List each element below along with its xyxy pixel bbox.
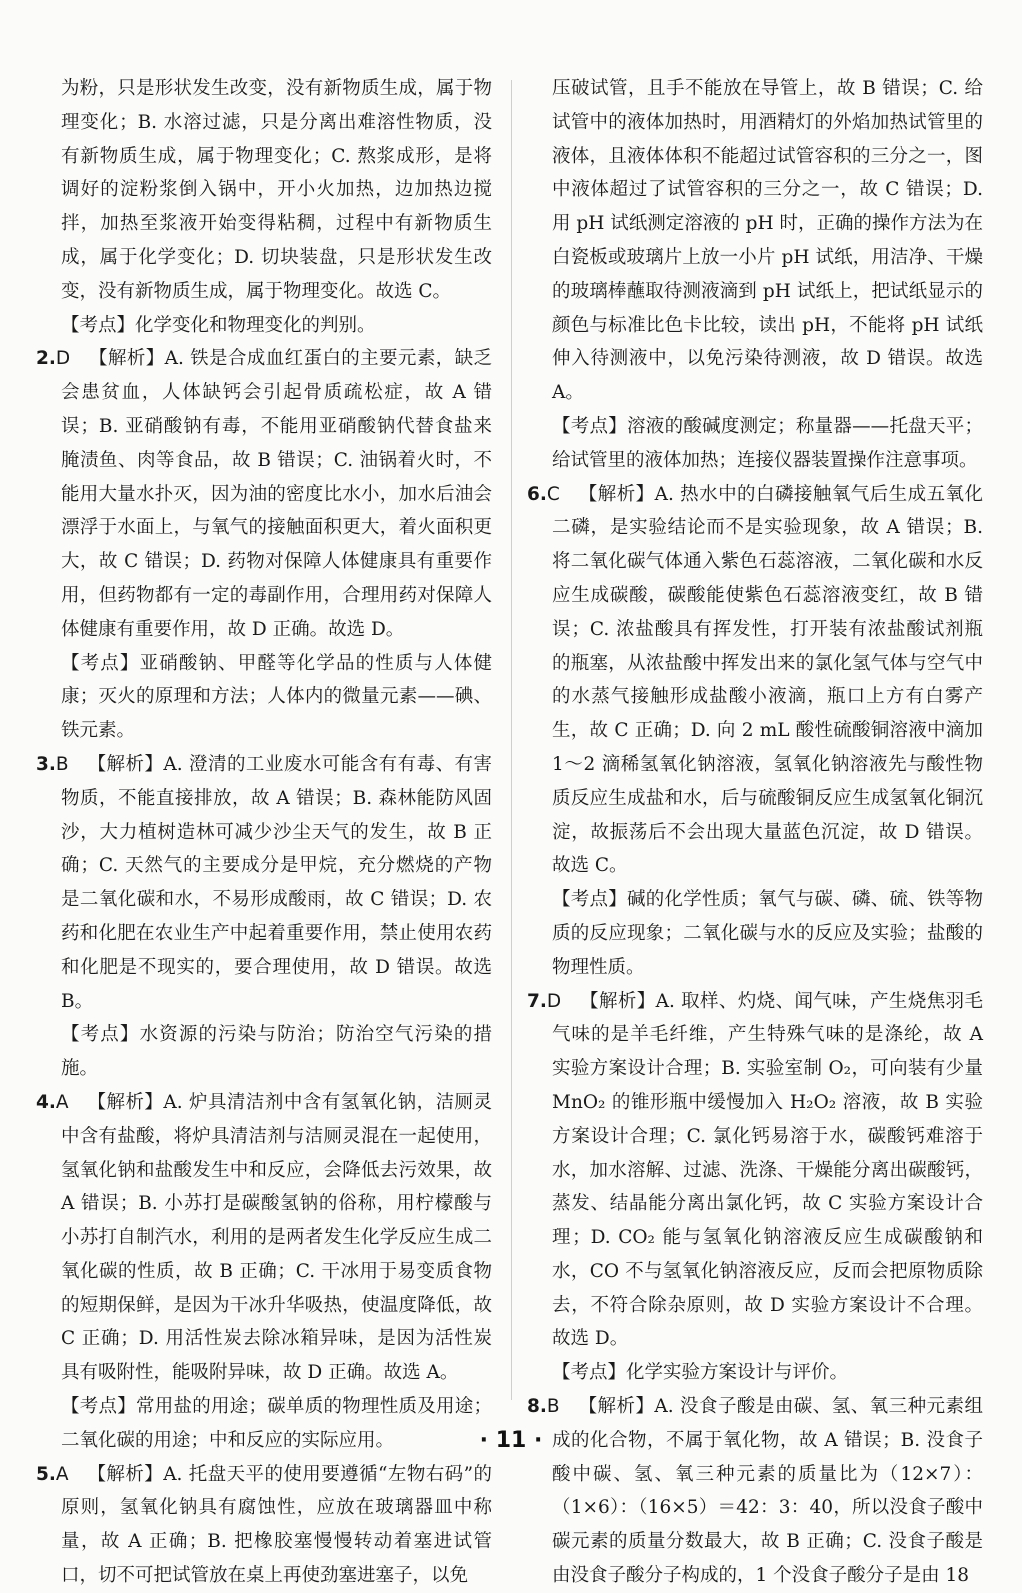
key-point: 【考点】亚硝酸钠、甲醛等化学品的性质与人体健康；灭火的原理和方法；人体内的微量元素——碘、铁元素。: [61, 652, 492, 742]
continued-paragraph: 为粉，只是形状发生改变，没有新物质生成，属于物理变化；B. 水溶过滤，只是分离出难溶性物质，没有新物质生成，属于物理变化；C. 熬浆成形，是将调好的淀粉浆倒入锅中，开小火加热，边加热边搅拌，加热至浆液开始变得粘稠，过程中有新物质生成，属于化学变化；D. 切块装盘，只是形状发生改变，没有新物质生成，属于物理变化。故选 C。: [61, 78, 492, 302]
question-explanation: [527, 478, 983, 884]
continued-paragraph: 压破试管，且手不能放在导管上，故 B 错误；C. 给试管中的液体加热时，用酒精灯的外焰加热试管里的液体，且液体体积不能超过试管容积的三分之一，图中液体超过了试管容积的三分之一，故 C 错误；D. 用 pH 试纸测定溶液的 pH 时，正确的操作方法为在白瓷板或玻璃片上放一小片 pH 试纸，用洁净、干燥的玻璃棒蘸取待测液滴到 pH 试纸上，把试纸显示的颜色与标准比色卡比较，读出 pH，不能将 pH 试纸伸入待测液中，以免污染待测液，故 D 错误。故选 A。: [552, 78, 983, 404]
answer-letter: B: [546, 1396, 560, 1418]
question-number: 6.: [527, 483, 547, 505]
key-point: 【考点】化学变化和物理变化的判别。: [61, 314, 376, 336]
explanation-text: 【解析】A. 澄清的工业废水可能含有有毒、有害物质，不能直接排放，故 A 错误；B. 森林能防风固沙，大力植树造林可减少沙尘天气的发生，故 B 正确；C. 天然气的主要成分是甲烷，充分燃烧的产物是二氧化碳和水，不易形成酸雨，故 C 错误；D. 农药和化肥在农业生产中起着重要作用，禁止使用农药和化肥是不现实的，要合理使用，故 D 错误。故选 B。: [61, 753, 492, 1012]
question-number: 8.: [527, 1396, 547, 1418]
question-number: 7.: [527, 990, 547, 1012]
explanation-text: 【解析】A. 取样、灼烧、闻气味，产生烧焦羽毛气味的是羊毛纤维，产生特殊气味的是涤纶，故 A 实验方案设计合理；B. 实验室制 O₂，可向装有少量 MnO₂ 的锥形瓶中缓慢加入 H₂O₂ 溶液，故 B 实验方案设计合理；C. 氯化钙易溶于水，碳酸钙难溶于水，加水溶解、过滤、洗涤、干燥能分离出碳酸钙，蒸发、结晶能分离出氯化钙，故 C 实验方案设计合理；D. CO₂ 能与氢氧化钠溶液反应生成碳酸钠和水，CO 不与氢氧化钠溶液反应，反而会把原物质除去，不符合除杂原则，故 D 实验方案设计不合理。故选 D。: [552, 990, 983, 1350]
page-number: · 11 ·: [479, 1428, 543, 1453]
key-point: 【考点】碱的化学性质；氧气与碳、磷、硫、铁等物质的反应现象；二氧化碳与水的反应及实验；盐酸的物理性质。: [552, 889, 983, 978]
key-point: 【考点】常用盐的用途；碳单质的物理性质及用途；二氧化碳的用途；中和反应的实际应用。: [61, 1396, 492, 1451]
question-explanation: [527, 985, 983, 1357]
column-divider: [511, 80, 512, 1400]
question-number: 5.: [36, 1463, 56, 1485]
explanation-text: 【解析】A. 托盘天平的使用要遵循“左物右码”的原则，氢氧化钠具有腐蚀性，应放在玻璃器皿中称量，故 A 正确；B. 把橡胶塞慢慢转动着塞进试管口，切不可把试管放在桌上再使劲塞进塞子，以免: [61, 1463, 492, 1587]
key-point: 【考点】化学实验方案设计与评价。: [552, 1362, 849, 1384]
answer-letter: D: [546, 990, 562, 1012]
left-column: [36, 72, 492, 1593]
right-column: [527, 72, 983, 1593]
key-point: 【考点】水资源的污染与防治；防治空气污染的措施。: [61, 1024, 492, 1080]
question-explanation: [36, 342, 492, 646]
question-number: 4.: [36, 1091, 56, 1113]
answer-letter: C: [546, 483, 560, 505]
explanation-text: 【解析】A. 炉具清洁剂中含有氢氧化钠，洁厕灵中含有盐酸，将炉具清洁剂与洁厕灵混在一起使用，氢氧化钠和盐酸发生中和反应，会降低去污效果，故 A 错误；B. 小苏打是碳酸氢钠的俗称，用柠檬酸与小苏打自制汽水，利用的是两者发生化学反应生成二氧化碳的性质，故 B 正确；C. 干冰用于易变质食物的短期保鲜，是因为干冰升华吸热，使温度降低，故 C 正确；D. 用活性炭去除冰箱异味，是因为活性炭具有吸附性，能吸附异味，故 D 正确。故选 A。: [61, 1091, 492, 1384]
answer-letter: A: [55, 1091, 69, 1113]
question-explanation: [36, 748, 492, 1018]
key-point: 【考点】溶液的酸碱度测定；称量器——托盘天平；给试管里的液体加热；连接仪器装置操作注意事项。: [552, 415, 983, 471]
explanation-text: 【解析】A. 没食子酸是由碳、氢、氧三种元素组成的化合物，不属于氧化物，故 A 错误；B. 没食子酸中碳、氢、氧三种元素的质量比为（12×7）：（1×6）：（16×5）＝42：3：40，所以没食子酸中碳元素的质量分数最大，故 B 正确；C. 没食子酸是由没食子酸分子构成的，1 个没食子酸分子是由 18: [552, 1396, 983, 1587]
explanation-text: 【解析】A. 热水中的白磷接触氧气后生成五氧化二磷，是实验结论而不是实验现象，故 A 错误；B. 将二氧化碳气体通入紫色石蕊溶液，二氧化碳和水反应生成碳酸，碳酸能使紫色石蕊溶液变红，故 B 错误；C. 浓盐酸具有挥发性，打开装有浓盐酸试剂瓶的瓶塞，从浓盐酸中挥发出来的氯化氢气体与空气中的水蒸气接触形成盐酸小液滴，瓶口上方有白雾产生，故 C 正确；D. 向 2 mL 酸性硫酸铜溶液中滴加 1～2 滴稀氢氧化钠溶液，氢氧化钠溶液先与酸性物质反应生成盐和水，后与硫酸铜反应生成氢氧化铜沉淀，故振荡后不会出现大量蓝色沉淀，故 D 错误。故选 C。: [552, 483, 983, 877]
explanation-text: 【解析】A. 铁是合成血红蛋白的主要元素，缺乏会患贫血，人体缺钙会引起骨质疏松症，故 A 错误；B. 亚硝酸钠有毒，不能用亚硝酸钠代替食盐来腌渍鱼、肉等食品，故 B 错误；C. 油锅着火时，不能用大量水扑灭，因为油的密度比水小，加水后油会漂浮于水面上，与氧气的接触面积更大，着火面积更大，故 C 错误；D. 药物对保障人体健康具有重要作用，但药物都有一定的毒副作用，合理用药对保障人体健康有重要作用，故 D 正确。故选 D。: [61, 348, 492, 640]
question-number: 2.: [36, 348, 56, 370]
question-explanation: [527, 1390, 983, 1593]
question-explanation: [36, 1086, 492, 1390]
answer-letter: A: [55, 1463, 69, 1485]
question-number: 3.: [36, 753, 56, 775]
question-explanation: [36, 1458, 492, 1593]
answer-letter: B: [55, 753, 69, 775]
answer-letter: D: [55, 348, 71, 370]
